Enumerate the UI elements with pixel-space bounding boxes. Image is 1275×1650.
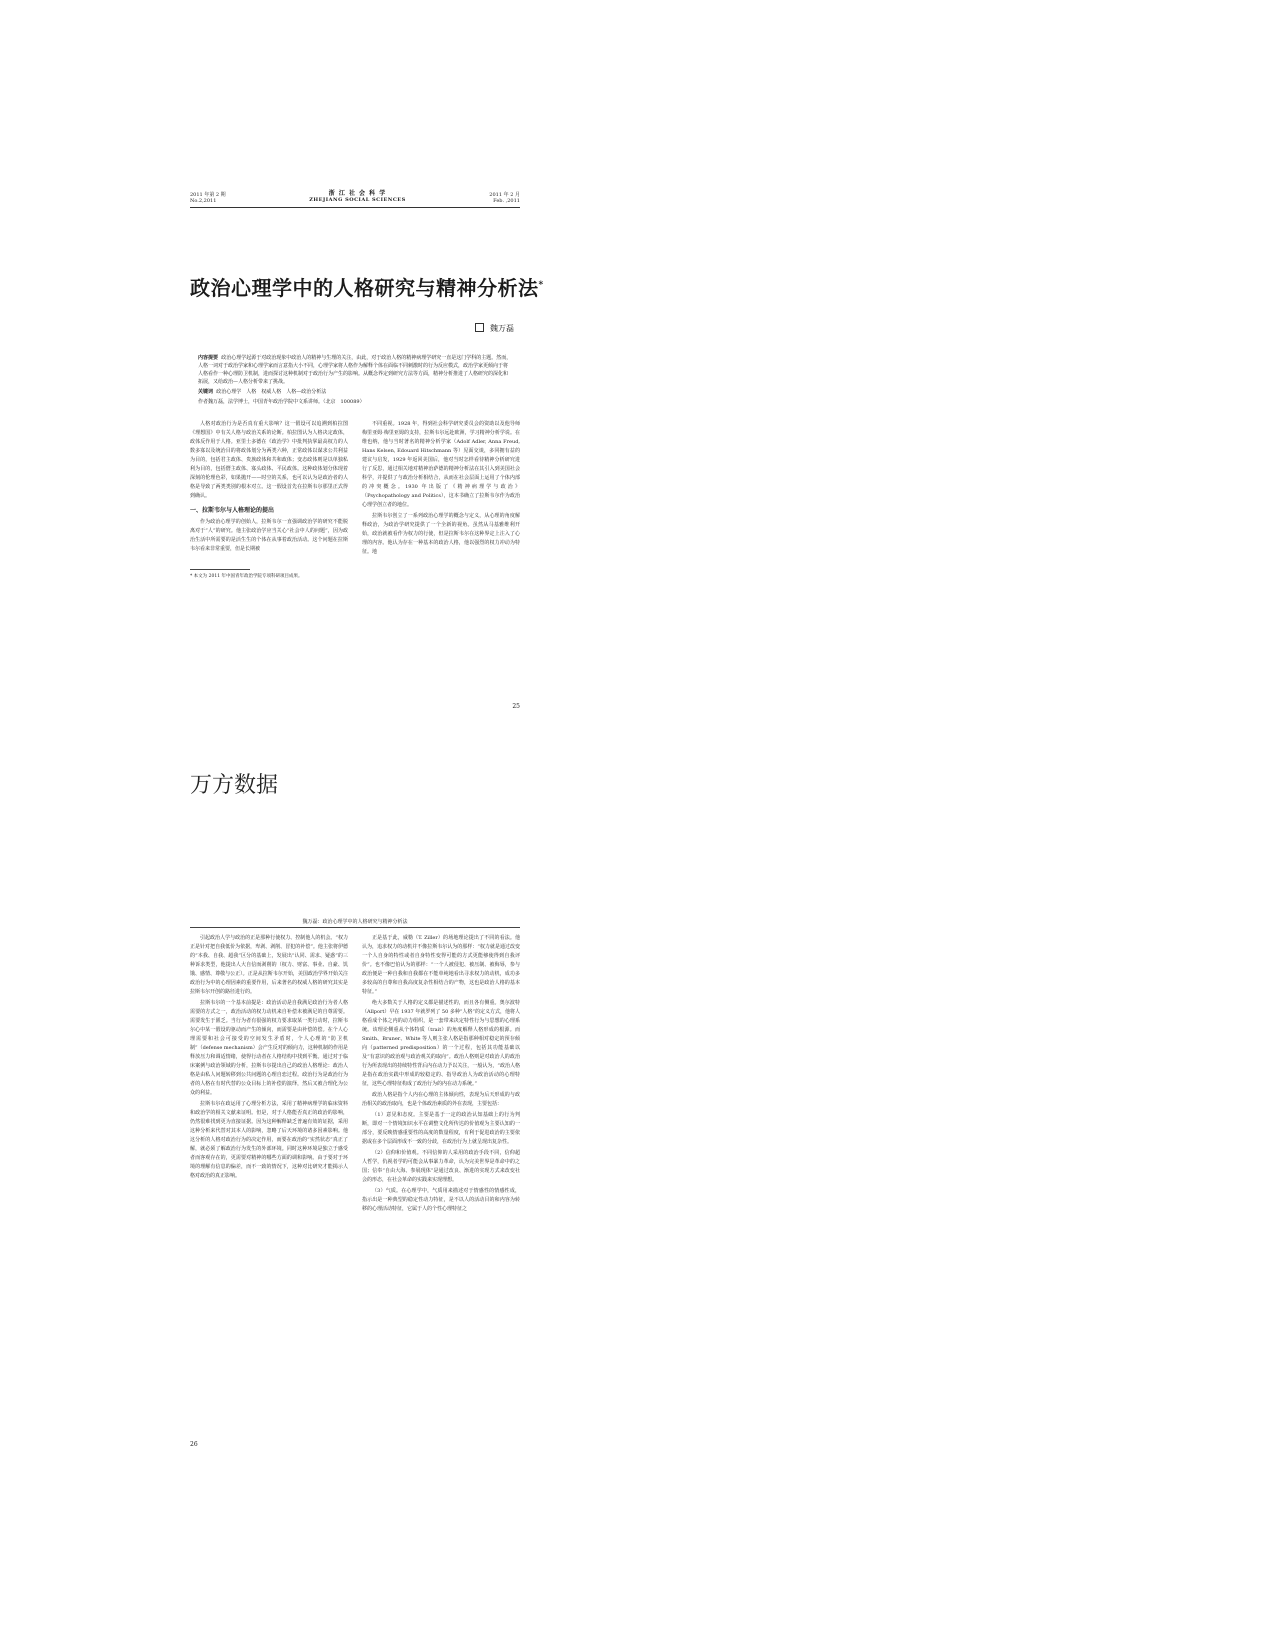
wanfang-watermark: 万方数据 (190, 773, 279, 798)
date-cn: 2011 年 2 月 (489, 192, 520, 198)
paragraph: 引起政治人学与政治的正是那种行使权力、控制他人的机会。“权力正是针对把自我低价为依据，卑剥、剥削、冒犯的补偿”。他主张将伊德的“本我、自我、超我”区分的基础上，发展出“认同、需求、疑惑”的三种诉求类型，他提出人大自信而剥削的（权力、财富、事业、自豪、饥饿、感情、尊敬与公正）。正是从拉斯韦尔开始，美国政治学界开始关注政治行为中的心理因素的重要作用，后来著名的权威人格的研究其实是拉斯韦尔开创的路径进行的。 (190, 935, 348, 995)
header-left (190, 192, 226, 204)
article-title (190, 272, 544, 301)
keywords-text: 政治心理学 人格 权威人格 人格—政治分析法 (216, 389, 327, 395)
left-column (190, 934, 348, 1216)
issue-no: No.2,2011 (190, 198, 217, 204)
paragraph: 绝大多数关于人格的定义都是描述性的，而且各有侧重。奥尔波特（Allport）早在 1937 年就罗列了 50 多种“人格”的定义方式，他将人格看成个体之内的动力组织，是一套带来决定特性行为与思想的心理系统。该理论侧重从个体特质（trait）的角度解释人格形成的根源。而 Smith、Bruner、White 等人则主张人格是指那种相对稳定的预存倾向（patterned predisposition）的一个过程，包括其功能基础以及“有意识的政治观与政治观关的取向”。政治人格则是对政治人的政治行为所表现出的持续特性背后内在动力予以关注，一般认为，“政治人格是指在政治实践中形成的较稳定的、指导政治人为政治活动的心理特征，这些心理特征构成了政治行为的内在动力系统。” (362, 1000, 520, 1087)
paragraph: 拉斯韦尔创立了一系列政治心理学的概念与定义，从心理的角度解释政治，为政治学研究提供了一个全新的视角。虽然从马基雅维利开始，政治就被看作为权力的行使，但是拉斯韦尔在这种界定上注入了心理的内容。他认为存在一种基本的政治人格，他以强烈的权力冲动为特征。地 (362, 513, 520, 555)
left-column (190, 420, 348, 559)
journal-page-25 (190, 190, 544, 730)
keywords (198, 388, 512, 396)
paragraph: 不同重视。1928 年，得到社会科学研究委员会的资助以及他导师梅里亚姆·梅里亚姆的支持，拉斯韦尔远赴欧洲，学习精神分析学说。在维也纳，他与当时著名的精神分析学家（Adolf Adler, Anna Freud, Hans Kelsen, Edouard Hitschmann 等）见面交谈，多同拥有益的建议与启发，1929 年返回美国后，他对当时怎样看待精神分析研究进行了反思，通过相关地对精神治萨德的精神分析法在其引入到美国社会科学，并提供了与政治分析相结合，从而在社会层面上运用了个体内部的冲突概念。1930 年出版了《精神病理学与政治》（Psychopathology and Politics），这本书确立了拉斯韦尔作为政治心理学创立者的地位。 (362, 421, 520, 508)
journal-name-en: ZHEJIANG SOCIAL SCIENCES (309, 197, 406, 203)
author-box-icon (475, 323, 484, 332)
body-columns (190, 934, 520, 1216)
page-number: 26 (190, 1441, 198, 1448)
paragraph: 正是基于此，威勒（T. Ziller）的场地理论提出了不同的看法。他认为，追求权力的动机并不像拉斯韦尔认为的那样：“权力就是通过改变一个人自身的特性或者自身特性变得可能的方式更能够使得到自我评价”。也不像巴伯认为的那样：“一个人被侵犯、被压制、被侮辱，参与政治便是一种自我和自我都在不能单纯地看出寻求权力的动机，成功多多较高的自尊和自我高度复杂性相结合的产物，这也是政治人格的基本特征。” (362, 935, 520, 995)
section-heading: 一、拉斯韦尔与人格理论的提出 (190, 507, 275, 514)
paragraph: 人格对政治行为是否真有重大影响？这一假设可以追溯到柏拉图《理想国》中有关人格与政治关系的论断。柏拉图认为人格决定政体，政体反作用于人格。亚里士多德在《政治学》中批判执掌最高权力的人数多寡以及统治目的将政体划分为两类六种，正常政体以谋求公共利益为目的，包括君主政体、贵族政体和共和政体；变态政体则是以单独私利为目的，包括僭主政体、寡头政体、平民政体。这种政体划分体现着深刻的伦理色彩，如果抛开——时空的关系，也可以认为是政治者的人格是导致了两类类别的根本对立。这一假设首先在拉斯韦尔那里正式得到确认。 (190, 421, 348, 499)
paragraph: （2）信仰和价值观。不同信仰的人采用的政治手段不同，信仰超人哲学，仇视者学的可能会从事暴力革命，认为完美世界是革命中的之国；信奉“自由大海、参展现体”是通过改良、渐进的实现方式来改变社会的形态，在社会革命的实践来实现理想。 (362, 1150, 520, 1183)
keywords-label: 关键词 (198, 389, 214, 395)
journal-header (190, 190, 520, 208)
date-en: Feb. ,2011 (493, 198, 520, 204)
right-column (362, 420, 520, 559)
header-center (309, 190, 405, 204)
running-header: 魏万磊：政治心理学中的人格研究与精神分析法 (190, 918, 520, 928)
header-right (489, 192, 520, 204)
paragraph: 拉斯韦尔在政运用了心理分析方法，采用了精神病理学的临床资料和政治学的相关文献来证明。但是，对于人格能否真正的政治的影响，仍然很难找到更为直接证据。因为这种解释缺乏普遍有效的证据，采用这种分析来代替对其本人的影响，忽略了后天环境的诸多因素影响。他这分析的人格对政治行为的决定作用，而要在政治的“实然状态”真正了解，就必须了解政治行为发生的外部环境。同时这种环境是独立于感受者而客观存在的，更需要对精神的哪些方面的调和影响。由于要对于环境的理解有信息的偏差，而不一致的情况下，这种对比研究才能揭示人格对政治的真正影响。 (190, 1101, 348, 1179)
author-line (190, 323, 520, 334)
abstract (198, 354, 512, 386)
right-column (362, 934, 520, 1216)
footnote: * 本文为 2011 年中国青年政治学院专项科研项目成果。 (190, 569, 250, 579)
title-footnote-mark: * (538, 280, 544, 291)
abstract-text: 政治心理学起源于对政治现象中政治人的精神与生理的关注，由此，对于政治人格的精神病理学研究一直是这门学科的主题。然而，人格一词对于政治学家和心理学家而言意指大小不同，心理学家将人格作为解释个体在面临不同刺激时的行为反应模式，政治学家更倾向于将人格看作一种心理防卫机制，进而探讨这种机制对于政治行为产生的影响。从概念界定到研究方法等方面，精神分析推进了人格研究的深化和拓展，又给政治—人格分析带来了挑战。 (198, 355, 512, 385)
body-columns (190, 420, 520, 559)
article-title-text: 政治心理学中的人格研究与精神分析法 (190, 276, 539, 300)
paragraph: 作为政治心理学的创始人，拉斯韦尔一直强调政治学的研究不能脱离对于“人”的研究。他主张政治学应当关心“社会中人的问题”，因为政治生活中所需要的是活生生的个体在从事着政治活动。这个问题在拉斯韦尔看来非常重要，但是长期被 (190, 519, 348, 552)
paragraph: （3）气质。在心理学中，气质用来描述对于情感性的情感性成，指示出是一种典型的稳定性动力特征，是不以人的活动目的和内容为转移的心理活动特征，它属于人的个性心理特征之 (362, 1188, 520, 1212)
paragraph: 拉斯韦尔的一个基本前提是：政治活动是自我满足政治行为者人格需要的方式之一，政治活动的权力动机来自补偿未被满足的自尊需要。需要发生于匮乏。当行为者有很强的权力要求取某一类行动时，拉斯韦尔心中某一假设的驱动而产生的倾向，而需要是由补偿的偿。在个人心理需要和社会可接受的空间发生矛盾时，个人心理的“防卫机制”（defense mechanism）会产生反对的倾向力，这种机制的作用是释放压力和调适情绪，使得行动者在人格结构中找到平衡。通过对于临床案例与政治领域的分析，拉斯韦尔提出自己的政治人格理论：政治人格是由私人问题转移到公共问题的心理自恋过程。政治行为是政治行为者的人格在有时代替的公众目标上的补偿的演绎，然后又被合理化为公众的利益。 (190, 1000, 348, 1096)
journal-page-26 (190, 918, 520, 1448)
abstract-label: 内容提要 (198, 355, 219, 361)
author-note: 作者魏万磊，法学博士，中国青年政治学院中文系讲师。（北京 100089） (198, 399, 365, 405)
issue-cn: 2011 年第 2 期 (190, 192, 226, 198)
paragraph: 政治人格是指个人内在心理的主体倾向性，表现为后天形成的与政治相关的政治取向，也是个体政治素质的外在表现，主要包括： (362, 1092, 520, 1107)
page-number: 25 (512, 703, 520, 710)
journal-name-cn: 浙 江 社 会 科 学 (328, 190, 387, 197)
author-name: 魏万磊 (490, 324, 514, 333)
paragraph: （1）意见和态度。主要是基于一定的政治认知基础上的行为判断，即对一个情境知识水平在调整文化所传达的价值观为主要认知的一部分，要反映情感重要性的高度的数量程度，有利于促进政治的主要依据或在多个层面形成不一致的分歧，在政治行为上就呈现出复杂性。 (362, 1112, 520, 1145)
